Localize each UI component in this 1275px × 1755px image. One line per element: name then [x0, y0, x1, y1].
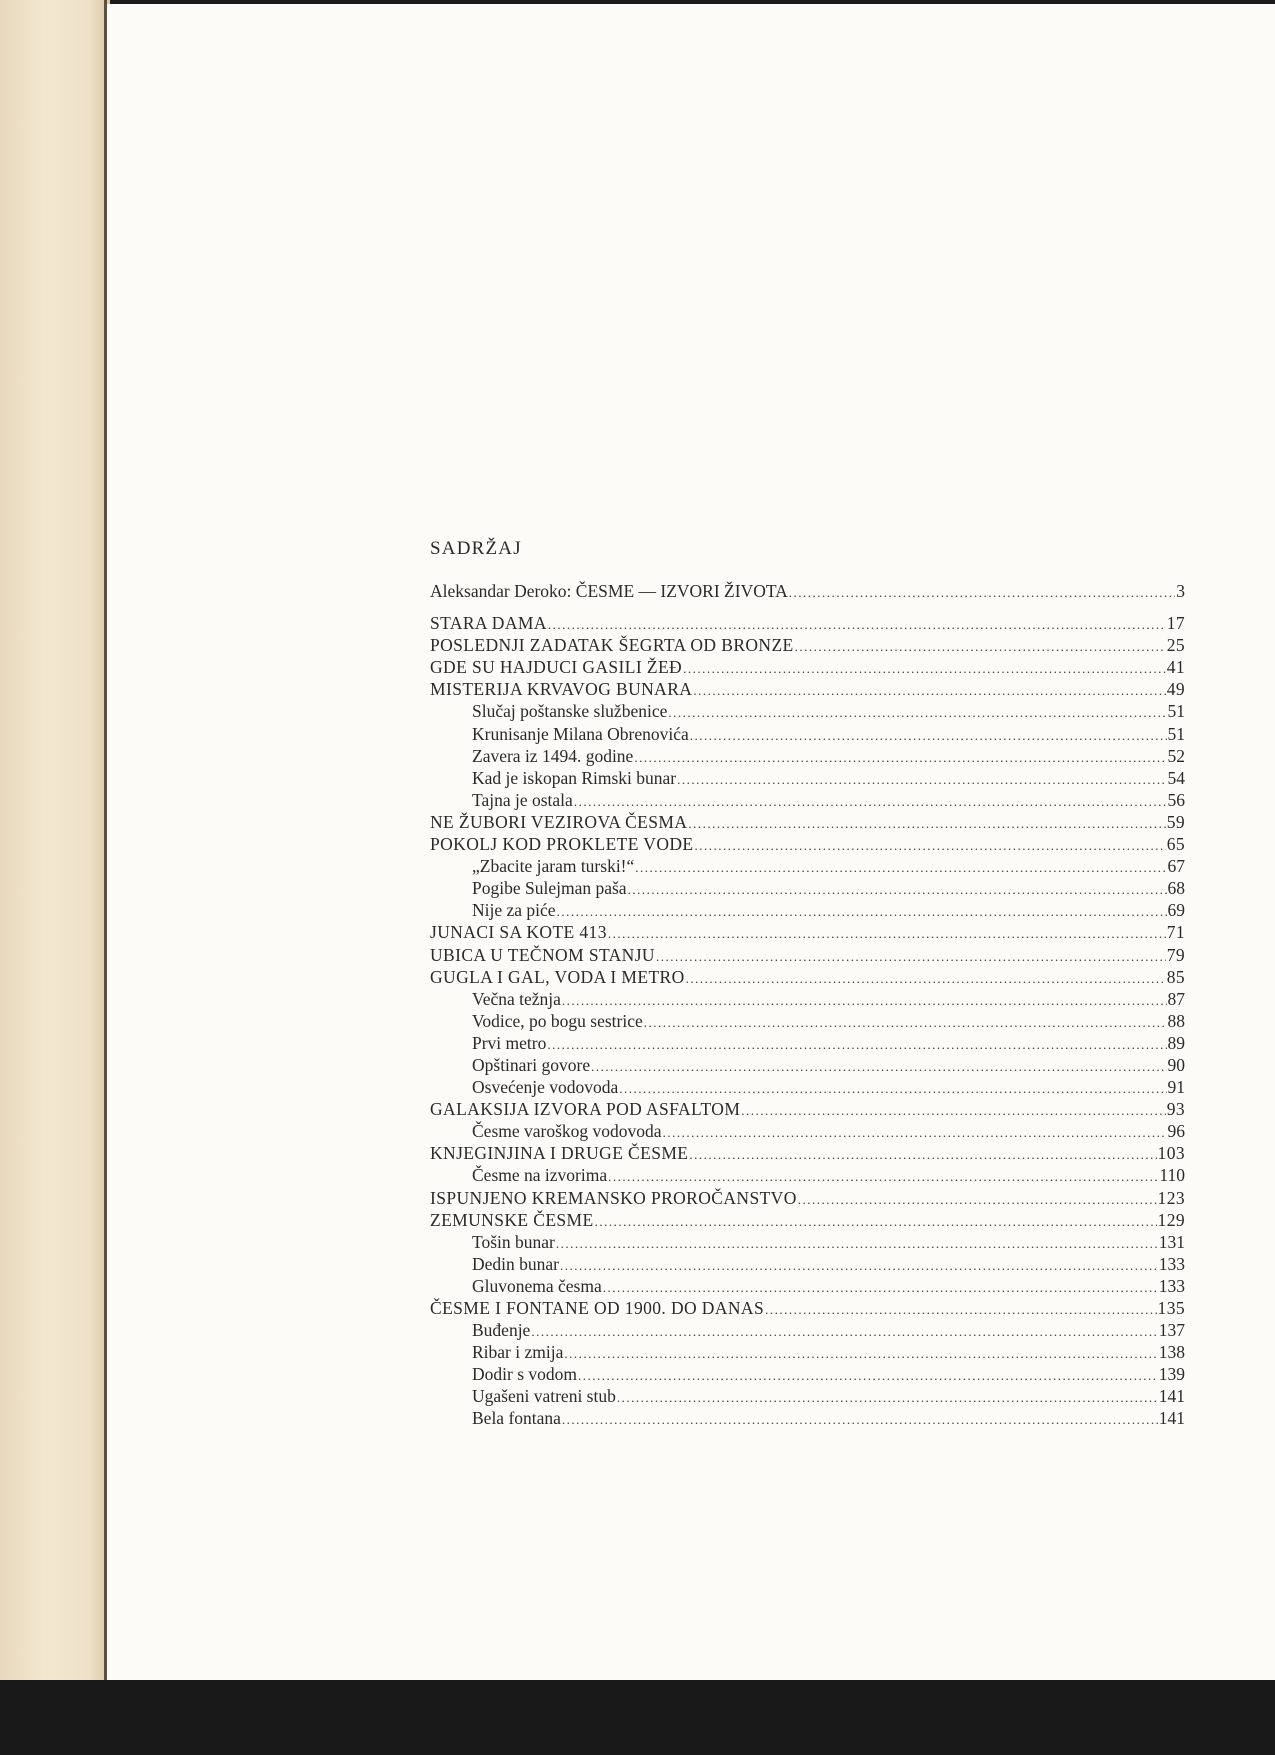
dot-leader [644, 1012, 1167, 1034]
table-of-contents [430, 580, 1185, 1430]
toc-page-number: 139 [1158, 1364, 1185, 1385]
dot-leader [693, 680, 1165, 702]
dot-leader [686, 968, 1166, 990]
toc-subsection-entry [430, 1253, 1185, 1275]
toc-page-number: 71 [1166, 922, 1185, 943]
toc-page-number: 110 [1159, 1165, 1185, 1186]
dot-leader [634, 747, 1166, 769]
dot-leader [578, 1365, 1158, 1387]
toc-chapter-entry [430, 1209, 1185, 1231]
toc-entry-title: Pogibe Sulejman paša [472, 878, 627, 899]
dot-leader [695, 835, 1166, 857]
toc-chapter-entry [430, 921, 1185, 943]
dot-leader [765, 1299, 1156, 1321]
dot-leader [591, 1056, 1166, 1078]
dot-leader [557, 901, 1167, 923]
toc-chapter-entry [430, 612, 1185, 634]
dot-leader [556, 1233, 1158, 1255]
toc-entry-title: GUGLA I GAL, VODA I METRO [430, 966, 685, 987]
toc-subsection-entry [430, 1385, 1185, 1407]
toc-page-number: 49 [1166, 679, 1185, 700]
book-spine [0, 0, 110, 1680]
toc-heading: SADRŽAJ [430, 538, 522, 559]
dot-leader [574, 791, 1167, 813]
toc-intro-entry [430, 580, 1185, 602]
dot-leader [635, 857, 1166, 879]
toc-entry-title: Buđenje [472, 1320, 531, 1341]
dot-leader [562, 990, 1167, 1012]
toc-page-number: 123 [1157, 1187, 1185, 1208]
toc-chapter-entry [430, 944, 1185, 966]
toc-subsection-entry [430, 1275, 1185, 1297]
toc-entry-title: Dedin bunar [472, 1253, 559, 1274]
toc-entry-title: Slučaj poštanske službenice [472, 701, 668, 722]
toc-page-number: 56 [1167, 789, 1185, 810]
toc-subsection-entry [430, 988, 1185, 1010]
toc-page-number: 135 [1157, 1298, 1185, 1318]
toc-entry-title: Prvi metro [472, 1032, 547, 1053]
toc-entry-title: Tajna je ostala [472, 789, 573, 810]
dot-leader [689, 1144, 1156, 1166]
toc-page-number: 54 [1167, 767, 1185, 788]
dot-leader [562, 1409, 1158, 1431]
toc-entry-title: KNJEGINJINA I DRUGE ČESME [430, 1143, 689, 1164]
dot-leader [603, 1277, 1158, 1299]
toc-subsection-entry [430, 1076, 1185, 1098]
toc-entry-title: POKOLJ KOD PROKLETE VODE [430, 834, 694, 855]
toc-subsection-entry [430, 1120, 1185, 1142]
toc-page-number: 133 [1158, 1253, 1185, 1274]
toc-page-number: 129 [1157, 1209, 1185, 1230]
scan-bottom-band [0, 1680, 1275, 1755]
toc-chapter-entry [430, 811, 1185, 833]
toc-subsection-entry [430, 1032, 1185, 1054]
toc-entry-title: „Zbacite jaram turski!“ [472, 856, 635, 877]
toc-entry-title: POSLEDNJI ZADATAK ŠEGRTA OD BRONZE [430, 635, 794, 656]
toc-subsection-entry [430, 700, 1185, 722]
toc-page-number: 67 [1167, 856, 1185, 877]
dot-leader [668, 702, 1166, 724]
dot-leader [798, 1189, 1157, 1211]
toc-subsection-entry [430, 1231, 1185, 1253]
toc-entry-title: Gluvonema česma [472, 1275, 602, 1296]
toc-chapter-entry [430, 1187, 1185, 1209]
dot-leader [608, 1166, 1158, 1188]
toc-subsection-entry [430, 723, 1185, 745]
toc-page-number: 87 [1167, 988, 1185, 1009]
toc-entry-title: Vodice, po bogu sestrice [472, 1010, 643, 1031]
toc-entry-title: Bela fontana [472, 1408, 561, 1429]
toc-entry-title: Tošin bunar [472, 1231, 555, 1252]
dot-leader [617, 1387, 1158, 1409]
toc-page-number: 90 [1167, 1054, 1185, 1075]
toc-entry-title: Večna težnja [472, 988, 561, 1009]
toc-page-number: 68 [1167, 878, 1185, 899]
toc-page-number: 89 [1167, 1032, 1185, 1053]
toc-chapter-entry [430, 634, 1185, 656]
toc-entry-title: Česme varoškog vodovoda [472, 1121, 662, 1142]
toc-chapter-entry [430, 678, 1185, 700]
toc-page-number: 51 [1167, 723, 1185, 744]
toc-subsection-entry [430, 1341, 1185, 1363]
dot-leader [741, 1100, 1165, 1122]
toc-page-number: 93 [1166, 1099, 1185, 1120]
toc-subsection-entry [430, 1407, 1185, 1429]
dot-leader [564, 1343, 1157, 1365]
toc-entry-title: Nije za piće [472, 900, 556, 921]
toc-chapter-entry [430, 1142, 1185, 1164]
toc-page-number: 17 [1166, 613, 1185, 634]
toc-page-number: 51 [1167, 701, 1185, 722]
toc-entry-title: Osvećenje vodovoda [472, 1077, 619, 1098]
toc-subsection-entry [430, 855, 1185, 877]
toc-entry-title: JUNACI SA KOTE 413 [430, 922, 607, 943]
toc-subsection-entry [430, 745, 1185, 767]
toc-page-number: 141 [1158, 1408, 1185, 1429]
toc-entry-title: ZEMUNSKE ČESME [430, 1209, 594, 1230]
toc-page-number: 96 [1167, 1121, 1185, 1142]
toc-entry-title: Ribar i zmija [472, 1342, 564, 1363]
toc-entry-title: Aleksandar Deroko: ČESME — IZVORI ŽIVOTA [430, 581, 788, 601]
toc-entry-title: GALAKSIJA IZVORA POD ASFALTOM [430, 1099, 741, 1120]
toc-page-number: 91 [1167, 1077, 1185, 1098]
toc-page-number: 25 [1166, 635, 1185, 656]
toc-page-number: 3 [1176, 581, 1185, 601]
dot-leader [531, 1321, 1157, 1343]
toc-subsection-entry [430, 877, 1185, 899]
toc-subsection-entry [430, 767, 1185, 789]
toc-page-number: 59 [1166, 811, 1185, 832]
toc-entry-title: Dodir s vodom [472, 1364, 577, 1385]
toc-page-number: 88 [1167, 1010, 1185, 1031]
dot-leader [619, 1078, 1166, 1100]
toc-chapter-entry [430, 1297, 1185, 1319]
toc-entry-title: GDE SU HAJDUCI GASILI ŽEĐ [430, 657, 683, 678]
dot-leader [690, 725, 1167, 747]
toc-page-number: 85 [1166, 966, 1185, 987]
toc-page-number: 141 [1158, 1386, 1185, 1407]
toc-entry-title: Zavera iz 1494. godine [472, 745, 634, 766]
toc-subsection-entry [430, 899, 1185, 921]
dot-leader [548, 614, 1166, 636]
toc-page-number: 79 [1166, 944, 1185, 965]
toc-subsection-entry [430, 1319, 1185, 1341]
dot-leader [683, 658, 1166, 680]
dot-leader [628, 879, 1167, 901]
dot-leader [688, 813, 1165, 835]
toc-subsection-entry [430, 1164, 1185, 1186]
dot-leader [656, 946, 1166, 968]
toc-chapter-entry [430, 833, 1185, 855]
toc-subsection-entry [430, 1054, 1185, 1076]
toc-entry-title: NE ŽUBORI VEZIROVA ČESMA [430, 811, 688, 832]
toc-page-number: 138 [1158, 1342, 1185, 1363]
toc-entry-title: STARA DAMA [430, 613, 547, 634]
toc-page-number: 65 [1166, 834, 1185, 855]
toc-chapter-entry [430, 966, 1185, 988]
toc-subsection-entry [430, 789, 1185, 811]
dot-leader [663, 1122, 1167, 1144]
dot-leader [677, 769, 1166, 791]
toc-page-number: 131 [1158, 1231, 1185, 1252]
toc-page-number: 41 [1166, 657, 1185, 678]
toc-entry-title: Kad je iskopan Rimski bunar [472, 767, 677, 788]
toc-page-number: 133 [1158, 1275, 1185, 1296]
toc-entry-title: Opštinari govore [472, 1054, 591, 1075]
dot-leader [560, 1255, 1158, 1277]
toc-chapter-entry [430, 1098, 1185, 1120]
toc-entry-title: Krunisanje Milana Obrenovića [472, 723, 689, 744]
toc-page-number: 137 [1158, 1320, 1185, 1341]
toc-entry-title: UBICA U TEČNOM STANJU [430, 944, 655, 965]
dot-leader [547, 1034, 1166, 1056]
toc-page-number: 69 [1167, 900, 1185, 921]
dot-leader [795, 636, 1166, 658]
dot-leader [789, 582, 1175, 604]
dot-leader [595, 1211, 1157, 1233]
toc-entry-title: MISTERIJA KRVAVOG BUNARA [430, 679, 693, 700]
toc-subsection-entry [430, 1010, 1185, 1032]
toc-entry-title: ČESME I FONTANE OD 1900. DO DANAS [430, 1298, 765, 1318]
toc-page-number: 52 [1167, 745, 1185, 766]
toc-entry-title: ISPUNJENO KREMANSKO PROROČANSTVO [430, 1187, 797, 1208]
toc-page-number: 103 [1157, 1143, 1185, 1164]
toc-entry-title: Česme na izvorima [472, 1165, 608, 1186]
toc-subsection-entry [430, 1363, 1185, 1385]
dot-leader [608, 923, 1166, 945]
toc-chapter-entry [430, 656, 1185, 678]
toc-entry-title: Ugašeni vatreni stub [472, 1386, 616, 1407]
